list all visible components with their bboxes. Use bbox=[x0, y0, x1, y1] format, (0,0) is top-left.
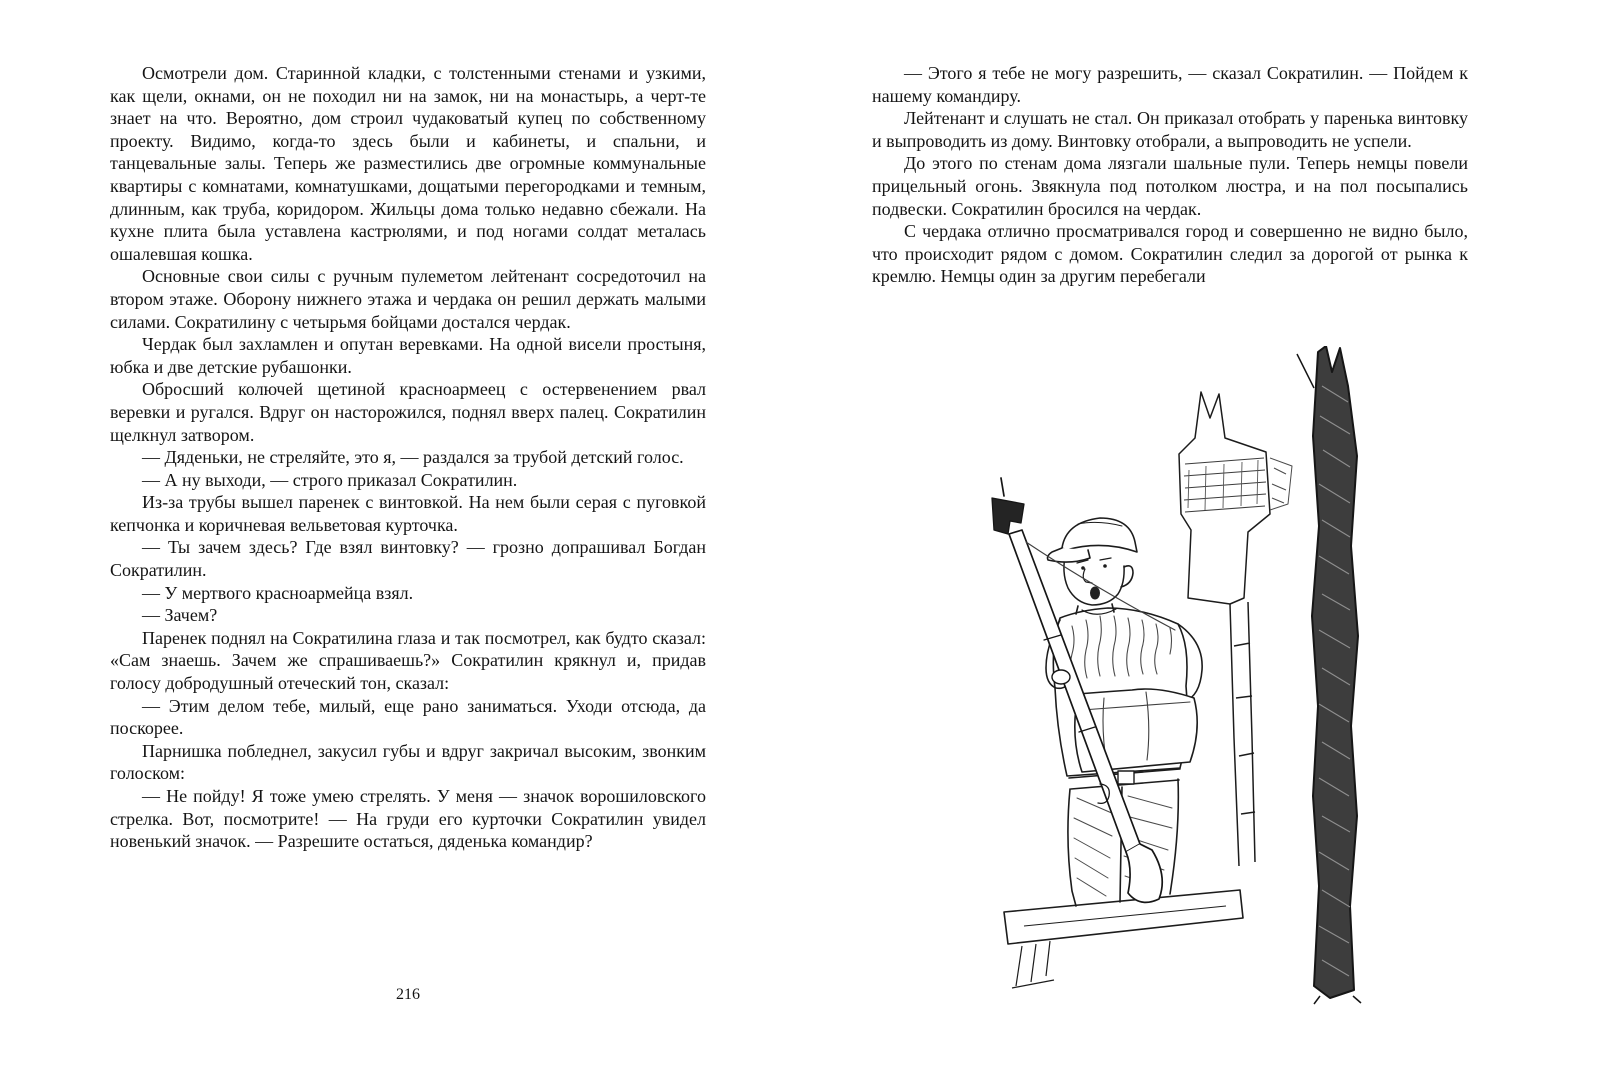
right-page-text bbox=[872, 62, 1468, 288]
paragraph: Лейтенант и слушать не стал. Он приказал отобрать у паренька винтовку и выпроводить из дому. Винтовку отобрали, а выпроводить не успели. bbox=[872, 108, 1468, 151]
attic-beam-right-icon bbox=[1297, 346, 1361, 1004]
left-page-text bbox=[110, 62, 706, 853]
paragraph: До этого по стенам дома лязгали шальные пули. Теперь немцы повели прицельный огонь. Звякнула под потолком люстра, и на пол посыпались подвески. Сократилин бросился на чердак. bbox=[872, 153, 1468, 219]
paragraph: Осмотрели дом. Старинной кладки, с толстенными стенами и узкими, как щели, окнами, он не походил ни на замок, ни на монастырь, а черт-те знает на что. Вероятно, дом строил чудаковатый купец по собственному проекту. Видимо, когда-то здесь были и кабинеты, и спальни, и танцевальные залы. Теперь же разместились две огромные коммунальные квартиры с комнатами, комнатушками, дощатыми перегородками и темным, длинным, как труба, коридором. Жильцы дома только недавно сбежали. На кухне плита была уставлена кастрюлями, и под ногами солдат металась ошалевшая кошка. bbox=[110, 63, 706, 264]
paragraph-dialogue: — Зачем? bbox=[142, 605, 218, 626]
paragraph-dialogue: — А ну выходи, — строго приказал Сократилин. bbox=[142, 469, 518, 490]
paragraph: Из-за трубы вышел паренек с винтовкой. На нем были серая с пуговкой кепчонка и коричневая вельветовая курточка. bbox=[110, 492, 706, 535]
paragraph-dialogue: — Этого я тебе не могу разрешить, — сказал Сократилин. — Пойдем к нашему командиру. bbox=[872, 63, 1468, 106]
boy-with-rifle-illustration bbox=[982, 346, 1462, 1006]
paragraph: Чердак был захламлен и опутан веревками. На одной висели простыня, юбка и две детские рубашонки. bbox=[110, 334, 706, 377]
paragraph-dialogue: — Дяденьки, не стреляйте, это я, — раздался за трубой детский голос. bbox=[142, 447, 684, 468]
page-number: 216 bbox=[396, 986, 420, 1003]
paragraph: Паренек поднял на Сократилина глаза и так посмотрел, как будто сказал: «Сам знаешь. Зачем же спрашиваешь?» Сократилин крякнул и, придав голосу добродушный отеческий тон, сказал: bbox=[110, 627, 706, 694]
attic-plank-icon bbox=[1004, 890, 1243, 988]
paragraph: Обросший колючей щетиной красноармеец с остервенением рвал веревки и ругался. Вдруг он насторожился, поднял вверх палец. Сократилин щелкнул затвором. bbox=[110, 379, 706, 445]
paragraph: Основные свои силы с ручным пулеметом лейтенант сосредоточил на втором этаже. Оборону нижнего этажа и чердака он решил держать малыми силами. Сократилину с четырьмя бойцами достался чердак. bbox=[110, 266, 706, 332]
paragraph-dialogue: — Не пойду! Я тоже умею стрелять. У меня — значок ворошиловского стрелка. Вот, посмотрите! — На груди его курточки Сократилин увидел новенький значок. — Разрешите остаться, дяденька командир? bbox=[110, 786, 706, 852]
paragraph-dialogue: — Этим делом тебе, милый, еще рано заниматься. Уходи отсюда, да поскорее. bbox=[110, 695, 706, 739]
paragraph: Парнишка побледнел, закусил губы и вдруг закричал высоким, звонким голоском: bbox=[110, 740, 706, 784]
paragraph-dialogue: — Ты зачем здесь? Где взял винтовку? — грозно допрашивал Богдан Сократилин. bbox=[110, 537, 706, 581]
paragraph-dialogue: — У мертвого красноармейца взял. bbox=[142, 582, 414, 603]
paragraph: С чердака отлично просматривался город и совершенно не видно было, что происходит рядом с домом. Сократилин следил за дорогой от рынка к кремлю. Немцы один за другим перебегали bbox=[872, 221, 1468, 287]
attic-board-middle-icon bbox=[1179, 392, 1292, 866]
